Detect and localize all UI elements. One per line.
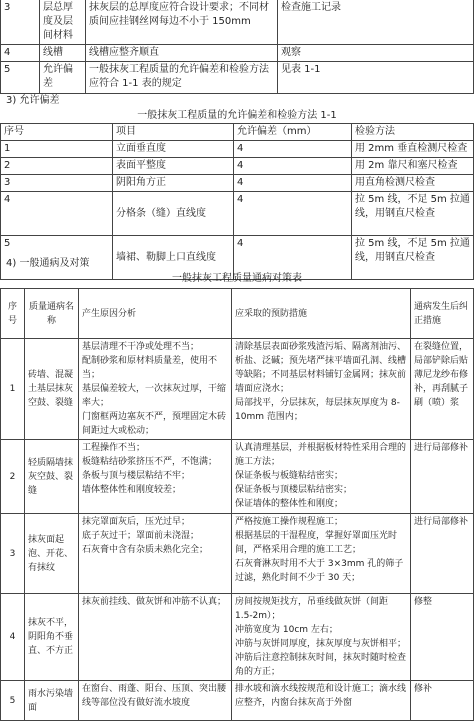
defect-name: 轻质隔墙抹灰空鼓、裂缝	[25, 440, 79, 514]
table-row	[1, 62, 474, 94]
defect-name: 抹灰不平，阴阳角不垂直、不方正	[25, 594, 79, 681]
defect-name: 砖墙、混凝土基层抹灰空鼓、裂缝	[25, 339, 79, 440]
table-row	[1, 175, 474, 192]
requirement: 抹灰层的总厚度应符合设计要求；不同材质间应挂钢丝网每边不小于 150mm	[86, 0, 278, 45]
table-row	[1, 440, 474, 514]
row-number: 5	[1, 62, 40, 94]
row-number: 2	[1, 440, 25, 514]
prevention-measures: 认真清理基层，并根据板材特性采用合理的施工方法； 保证条板与板缝粘结密实； 保证条板与顶楼层粘结密实； 保证墙体的整体性和刚度；	[232, 440, 411, 514]
item-name: 允许偏差	[40, 62, 86, 94]
row-number: 3	[1, 175, 113, 192]
requirement: 线槽应整齐顺直	[86, 45, 278, 62]
item-name: 层总厚度及层间材料	[40, 0, 86, 45]
check-method: 拉 5m 线，不足 5m 拉通线，用钢直尺检查	[352, 192, 474, 236]
table-title: 一般抹灰工程质量的允许偏差和检验方法 1-1	[137, 110, 337, 121]
requirement: 一般抹灰工程质量的允许偏差和检验方法应符合 1-1 表的规定	[86, 62, 278, 94]
item-name: 分格条（缝）直线度	[113, 192, 234, 236]
table-title: 一般抹灰工程质量通病对策表	[172, 273, 302, 284]
prevention-measures: 房间按规矩找方，吊垂线做灰饼（间距 1.5-2m）； 冲筋宽度为 10cm 左右； 冲筋与灰饼同厚度，抹灰厚度与灰饼相平； 冲筋后注意控制抹灰时间，抹灰时随时检查角的方正；	[232, 594, 411, 681]
prevention-measures: 排水坡和滴水线按规范和设计施工；滴水线应整齐，内窗台抹灰高于外窗	[232, 681, 411, 721]
top-continuation-table	[0, 0, 474, 94]
row-number: 4	[1, 192, 113, 236]
item-name: 立面垂直度	[113, 141, 234, 158]
deviation-value: 4	[234, 141, 352, 158]
correction-measures: 修补	[411, 681, 474, 721]
table-row	[1, 594, 474, 681]
row-number: 4	[1, 594, 25, 681]
table-row	[1, 141, 474, 158]
cause-analysis: 在窗台、雨蓬、阳台、压顶、突出腰线等部位没有做好流水坡度	[79, 681, 232, 721]
table-row	[1, 339, 474, 440]
check-method: 用 2mm 垂直检测尺检查	[352, 141, 474, 158]
check-method: 检查施工记录	[278, 0, 474, 45]
prevention-measures: 清除基层表面砂浆残渣污垢、隔离剂油污、析盐、泛碱；预先堵严抹平墙面孔洞、线槽等缺陷；不同基层材料铺钉金属网；抹灰前墙面应浇水； 局部找平，分层抹灰，每层抹灰厚度为 8-10mm 范围内；	[232, 339, 411, 440]
check-method: 用直角检测尺检查	[352, 175, 474, 192]
item-name: 线槽	[40, 45, 86, 62]
table-row	[1, 45, 474, 62]
table-row	[1, 192, 474, 236]
row-number: 4	[1, 45, 40, 62]
row-number: 1	[1, 339, 25, 440]
deviation-value: 4	[234, 175, 352, 192]
header-cell: 项目	[113, 124, 234, 141]
table-header-row	[1, 124, 474, 141]
row-number: 5	[1, 681, 25, 721]
row-number: 2	[1, 158, 113, 175]
deviation-table	[0, 123, 474, 280]
row-number: 1	[1, 141, 113, 158]
cause-analysis: 抹完罩面灰后，压光过早； 底子灰过干；罩面前未浇湿； 石灰膏中含有杂质未熟化完全；	[79, 514, 232, 594]
defect-name: 雨水污染墙面	[25, 681, 79, 721]
deviation-value: 4	[234, 192, 352, 236]
row-number: 3	[1, 0, 40, 45]
correction-measures: 在裂缝位置，局部铲除后贴薄尼龙纱布修补，再刮腻子刷（喷）浆	[411, 339, 474, 440]
defect-name: 抹灰面起泡、开花、有抹纹	[25, 514, 79, 594]
section-heading: 4) 一般通病及对策	[6, 258, 90, 269]
header-cell: 应采取的预防措施	[232, 289, 411, 339]
check-method: 拉 5m 线，不足 5m 拉通线，用钢直尺检查	[352, 236, 474, 280]
section-heading: 3) 允许偏差	[6, 95, 60, 106]
row-number: 5	[1, 236, 113, 280]
table-header-row	[1, 289, 474, 339]
header-cell: 允许偏差（mm）	[234, 124, 352, 141]
correction-measures: 进行局部修补	[411, 440, 474, 514]
cause-analysis: 工程操作不当； 板缝粘结砂浆挤压不严，不饱满； 条板与顶与楼层粘结不牢； 墙体整体性和刚度较差；	[79, 440, 232, 514]
header-cell: 检验方法	[352, 124, 474, 141]
cause-analysis: 基层清理不干净或处理不当； 配制砂浆和原材料质量差，使用不当； 基层偏差较大，一次抹灰过厚，干缩率大； 门窗框两边塞灰不严，预埋固定木砖间距过大或松动；	[79, 339, 232, 440]
defects-table	[0, 288, 474, 721]
table-row	[1, 0, 474, 45]
item-name: 阴阳角方正	[113, 175, 234, 192]
cause-analysis: 抹灰前挂线、做灰饼和冲筋不认真；	[79, 594, 232, 681]
check-method: 用 2m 靠尺和塞尺检查	[352, 158, 474, 175]
deviation-value: 4	[234, 158, 352, 175]
header-cell: 通病发生后纠正措施	[411, 289, 474, 339]
header-cell: 产生原因分析	[79, 289, 232, 339]
check-method: 见表 1-1	[278, 62, 474, 94]
correction-measures: 进行局部修补	[411, 514, 474, 594]
correction-measures: 修整	[411, 594, 474, 681]
header-cell: 序号	[1, 124, 113, 141]
deviation-value: 4	[234, 236, 352, 280]
header-cell: 质量通病名称	[25, 289, 79, 339]
row-number: 3	[1, 514, 25, 594]
check-method: 观察	[278, 45, 474, 62]
table-row	[1, 514, 474, 594]
header-cell: 序号	[1, 289, 25, 339]
item-name: 表面平整度	[113, 158, 234, 175]
prevention-measures: 严格按施工操作规程施工； 根据基层的干湿程度，掌握好罩面压光时间，严格采用合理的施工工艺； 石灰膏淋灰时用不大于 3×3mm 孔的筛子过滤，熟化时间不少于 30 天；	[232, 514, 411, 594]
item-name: 墙裙、勒脚上口直线度	[113, 236, 234, 280]
table-row	[1, 158, 474, 175]
